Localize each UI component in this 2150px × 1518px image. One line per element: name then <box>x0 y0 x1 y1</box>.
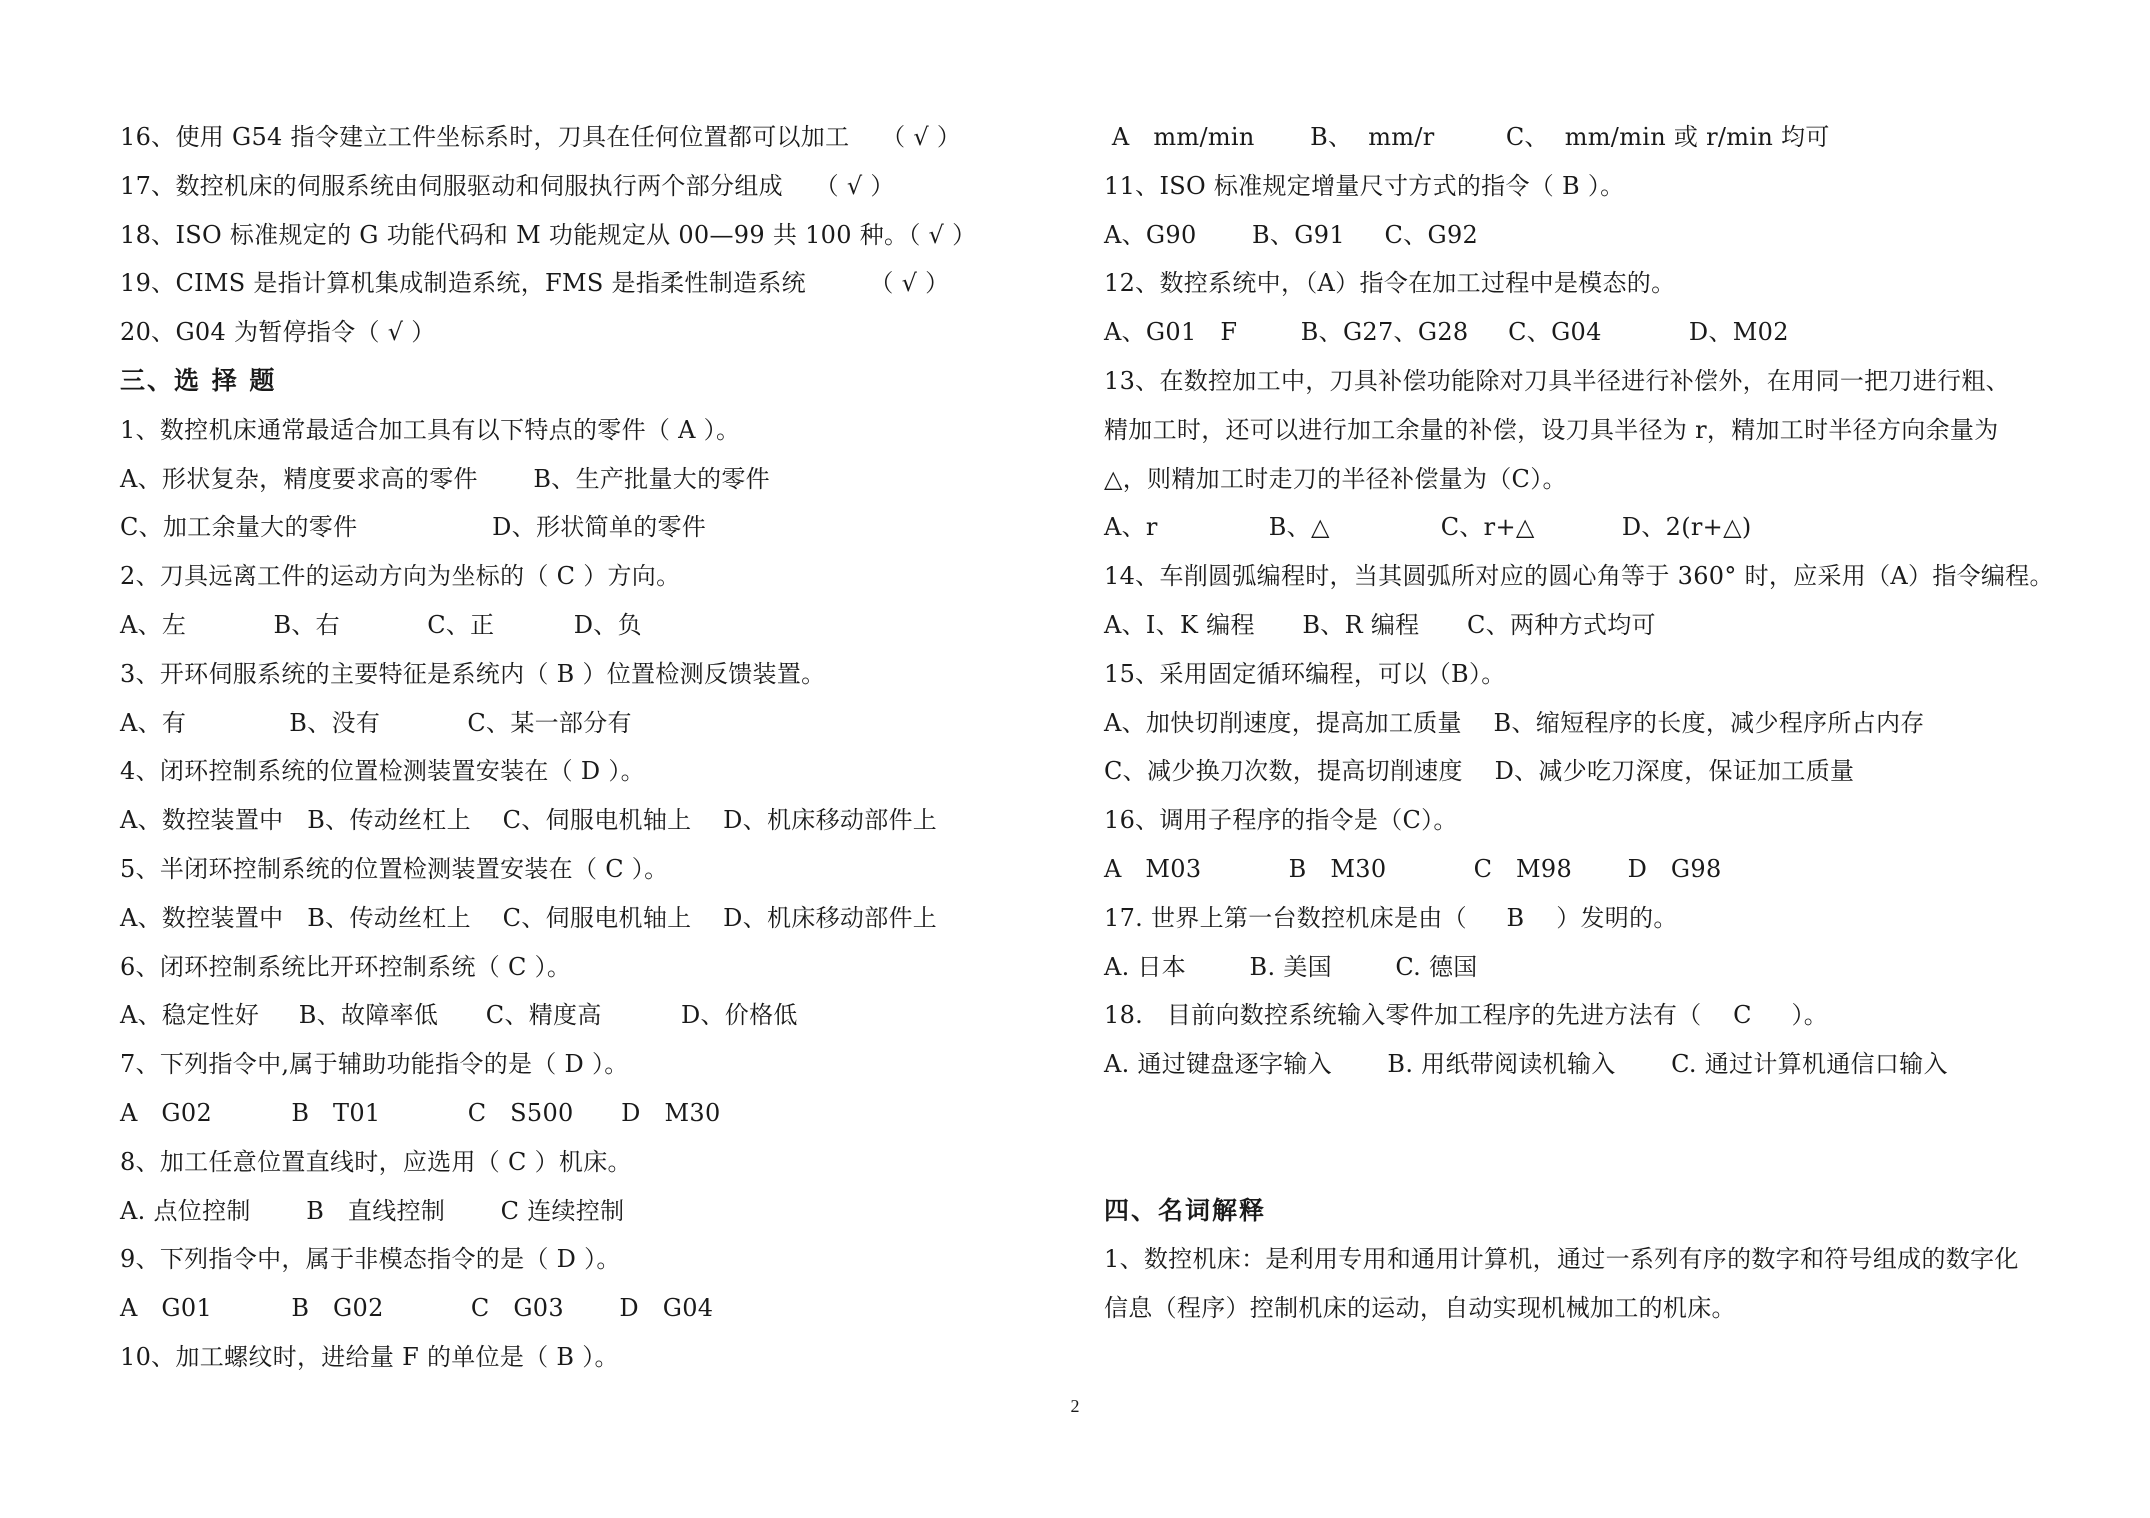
definition-line: 1、数控机床：是利用专用和通用计算机，通过一系列有序的数字和符号组成的数字化 <box>1104 1245 2019 1274</box>
options-line: C、减少换刀次数，提高切削速度 D、减少吃刀深度，保证加工质量 <box>1104 757 1855 786</box>
question-line: 精加工时，还可以进行加工余量的补偿，设刀具半径为 r，精加工时半径方向余量为 <box>1104 415 1999 444</box>
question-line: 15、采用固定循环编程，可以（B）。 <box>1104 659 1506 688</box>
options-line: A、左 B、右 C、正 D、负 <box>120 610 642 639</box>
options-line: A、r B、△ C、r+△ D、2(r+△) <box>1104 513 1752 542</box>
section-heading: 四、名词解释 <box>1104 1195 1267 1225</box>
question-line: 5、半闭环控制系统的位置检测装置安装在（ C ）。 <box>120 854 669 883</box>
options-line: A mm/min B、 mm/r C、 mm/min 或 r/min 均可 <box>1104 123 1830 151</box>
question-line: 10、加工螺纹时，进给量 F 的单位是（ B ）。 <box>120 1342 619 1371</box>
question-line: 4、闭环控制系统的位置检测装置安装在（ D ）。 <box>120 757 645 786</box>
question-line: 2、刀具远离工件的运动方向为坐标的（ C ）方向。 <box>120 562 681 591</box>
right-column <box>1104 113 2064 1333</box>
text-line: 18、ISO 标准规定的 G 功能代码和 M 功能规定从 00—99 共 100 种。（ √ ） <box>120 220 977 249</box>
options-line: A、形状复杂，精度要求高的零件 B、生产批量大的零件 <box>120 464 770 493</box>
question-line: 1、数控机床通常最适合加工具有以下特点的零件（ A ）。 <box>120 415 741 444</box>
options-line: A、I、K 编程 B、R 编程 C、两种方式均可 <box>1104 610 1656 639</box>
options-line: A、数控装置中 B、传动丝杠上 C、伺服电机轴上 D、机床移动部件上 <box>120 903 938 932</box>
options-line: A M03 B M30 C M98 D G98 <box>1104 854 1722 883</box>
options-line: A G01 B G02 C G03 D G04 <box>120 1294 714 1323</box>
options-line: A、G01 F B、G27、G28 C、G04 D、M02 <box>1104 318 1789 347</box>
text-line: 20、G04 为暂停指令（ √ ） <box>120 318 436 347</box>
question-line: 11、ISO 标准规定增量尺寸方式的指令（ B ）。 <box>1104 171 1625 200</box>
question-line: 18. 目前向数控系统输入零件加工程序的先进方法有（ C ）。 <box>1104 1001 1829 1030</box>
blank-gap <box>1104 1089 2064 1187</box>
section-heading: 三、选 择 题 <box>120 365 277 395</box>
options-line: A、数控装置中 B、传动丝杠上 C、伺服电机轴上 D、机床移动部件上 <box>120 806 938 835</box>
question-line: 14、车削圆弧编程时，当其圆弧所对应的圆心角等于 360° 时，应采用（A）指令编程。 <box>1104 562 2054 591</box>
question-line: 3、开环伺服系统的主要特征是系统内（ B ）位置检测反馈装置。 <box>120 659 826 688</box>
options-line: A. 通过键盘逐字输入 B. 用纸带阅读机输入 C. 通过计算机通信口输入 <box>1104 1050 1948 1079</box>
question-line: 6、闭环控制系统比开环控制系统（ C ）。 <box>120 952 572 981</box>
options-line: C、加工余量大的零件 D、形状简单的零件 <box>120 513 707 542</box>
options-line: A. 日本 B. 美国 C. 德国 <box>1104 952 1478 981</box>
definition-line: 信息（程序）控制机床的运动，自动实现机械加工的机床。 <box>1104 1294 1736 1323</box>
question-line: 17. 世界上第一台数控机床是由（ B ）发明的。 <box>1104 903 1678 932</box>
options-line: A、有 B、没有 C、某一部分有 <box>120 708 632 737</box>
text-line: 19、CIMS 是指计算机集成制造系统，FMS 是指柔性制造系统 （ √ ） <box>120 269 950 298</box>
options-line: A. 点位控制 B 直线控制 C 连续控制 <box>120 1196 625 1225</box>
options-line: A、G90 B、G91 C、G92 <box>1104 220 1479 249</box>
question-line: 7、下列指令中,属于辅助功能指令的是（ D ）。 <box>120 1050 629 1079</box>
left-column <box>120 113 1060 1382</box>
options-line: A、稳定性好 B、故障率低 C、精度高 D、价格低 <box>120 1001 798 1030</box>
text-line: 16、使用 G54 指令建立工件坐标系时，刀具在任何位置都可以加工 （ √ ） <box>120 123 962 151</box>
question-line: 13、在数控加工中，刀具补偿功能除对刀具半径进行补偿外，在用同一把刀进行粗、 <box>1104 366 2010 395</box>
question-line: 8、加工任意位置直线时，应选用（ C ）机床。 <box>120 1147 632 1176</box>
options-line: A G02 B T01 C S500 D M30 <box>120 1098 721 1127</box>
question-line: △，则精加工时走刀的半径补偿量为（C）。 <box>1104 464 1567 493</box>
page-number: 2 <box>1070 1396 1080 1416</box>
options-line: A、加快切削速度，提高加工质量 B、缩短程序的长度，减少程序所占内存 <box>1104 708 1925 737</box>
question-line: 16、调用子程序的指令是（C）。 <box>1104 806 1458 835</box>
text-line: 17、数控机床的伺服系统由伺服驱动和伺服执行两个部分组成 （ √ ） <box>120 171 895 200</box>
question-line: 12、数控系统中，（A）指令在加工过程中是模态的。 <box>1104 269 1676 298</box>
question-line: 9、下列指令中，属于非模态指令的是（ D ）。 <box>120 1245 621 1274</box>
